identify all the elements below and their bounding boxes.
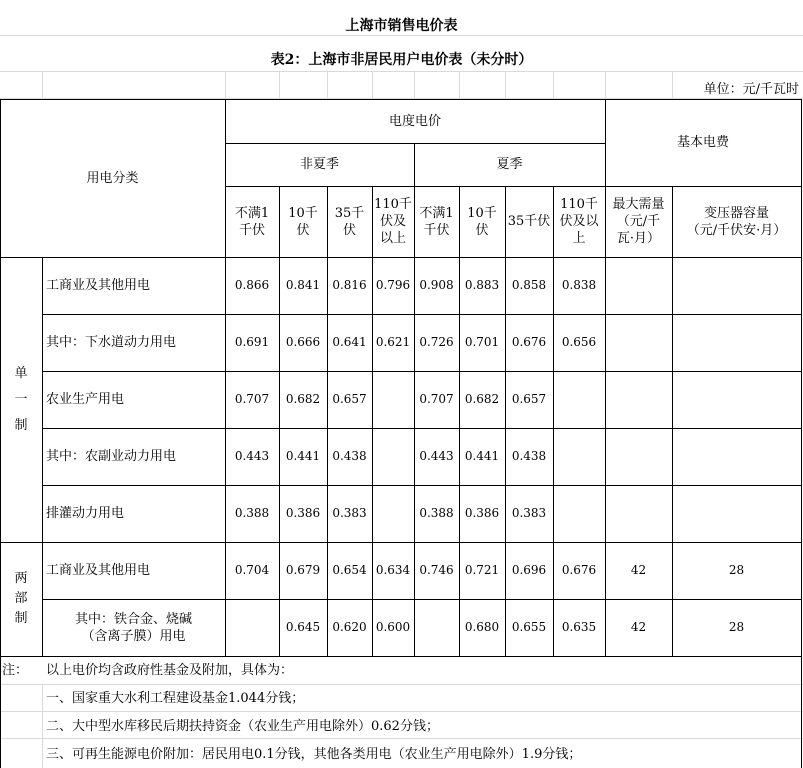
price-cell: 0.656: [561, 335, 597, 349]
price-cell: 0.908: [419, 278, 454, 292]
transformer-capacity-cell: [672, 371, 801, 428]
table-subtitle: 表2：上海市非居民用户电价表（未分时）: [270, 51, 533, 68]
max-demand-cell: 42: [630, 620, 647, 634]
voltage-header-cell: 10千 伏: [288, 205, 318, 238]
price-cell: 0.443: [234, 449, 270, 463]
price-cell: [372, 371, 414, 428]
transformer-capacity-cell: [672, 485, 801, 542]
note-line: 二、大中型水库移民后期扶持资金（农业生产用电除外）0.62分钱；: [46, 718, 439, 734]
price-cell: 0.691: [234, 335, 270, 349]
price-cell: 0.657: [511, 392, 547, 406]
price-cell: [372, 485, 414, 542]
table-border: [801, 656, 802, 768]
voltage-header-cell: 35千伏: [507, 214, 551, 229]
price-cell: 0.441: [464, 449, 500, 463]
basic-fee-header: 基本电费: [676, 135, 729, 150]
sheet-gridline: [414, 71, 415, 98]
sheet-gridline: [327, 71, 328, 98]
max-demand-cell: [605, 428, 672, 485]
price-cell: 0.657: [332, 392, 367, 406]
max-demand-cell: [605, 485, 672, 542]
price-cell: 0.866: [234, 278, 270, 292]
price-cell: 0.383: [332, 506, 367, 520]
transformer-capacity-cell: 28: [728, 620, 745, 634]
price-cell: [372, 428, 414, 485]
sheet-gridline: [0, 71, 803, 72]
transformer-capacity-cell: [672, 428, 801, 485]
price-cell: 0.726: [419, 335, 454, 349]
price-cell: 0.682: [285, 392, 321, 406]
price-cell: 0.883: [464, 278, 500, 292]
voltage-header-cell: 不满1 千伏: [419, 205, 454, 238]
voltage-header-cell: 110千 伏及以 上: [559, 197, 599, 246]
non-summer-header: 非夏季: [299, 157, 339, 172]
price-cell: 0.796: [375, 278, 411, 292]
price-cell: [553, 371, 605, 428]
price-cell: 0.655: [511, 620, 547, 634]
price-cell: 0.707: [234, 392, 270, 406]
category-header: 用电分类: [86, 170, 139, 186]
price-cell: 0.682: [464, 392, 500, 406]
transformer-header: 变压器容量 （元/千伏安·月）: [686, 205, 787, 238]
price-cell: 0.634: [375, 563, 411, 577]
price-cell: [225, 599, 279, 656]
price-cell: 0.388: [419, 506, 454, 520]
voltage-header-cell: 10千 伏: [467, 205, 497, 238]
note-line: 以上电价均含政府性基金及附加，具体为：: [46, 662, 294, 678]
price-cell: 0.816: [332, 278, 367, 292]
price-cell: [553, 428, 605, 485]
row-category-label: 农业生产用电: [46, 392, 125, 407]
price-cell: [414, 599, 459, 656]
sheet-gridline: [459, 71, 460, 98]
max-demand-cell: [605, 257, 672, 314]
price-cell: 0.841: [285, 278, 321, 292]
notes-label: 注：: [2, 662, 29, 678]
price-cell: 0.701: [464, 335, 500, 349]
price-cell: 0.680: [464, 620, 500, 634]
price-cell: 0.635: [561, 620, 597, 634]
group-label-single: 单 一 制: [14, 365, 28, 433]
sheet-gridline: [505, 71, 506, 98]
max-demand-header: 最大需量 （元/千 瓦·月）: [612, 197, 665, 246]
summer-header: 夏季: [496, 157, 523, 172]
price-cell: 0.388: [234, 506, 270, 520]
row-category-label: 其中：农副业动力用电: [46, 449, 177, 464]
price-cell: 0.600: [375, 620, 411, 634]
price-cell: 0.679: [285, 563, 321, 577]
sheet-gridline: [225, 71, 226, 98]
price-cell: 0.645: [285, 620, 321, 634]
voltage-header-cell: 不满1 千伏: [234, 205, 270, 238]
row-category-label: 工商业及其他用电: [46, 563, 151, 578]
row-category-label: 工商业及其他用电: [46, 278, 151, 293]
price-cell: 0.654: [332, 563, 367, 577]
unit-label: 单位：元/千瓦时: [703, 81, 799, 97]
max-demand-cell: [605, 314, 672, 371]
transformer-capacity-cell: 28: [728, 563, 745, 577]
price-cell: 0.386: [464, 506, 500, 520]
note-line: 三、可再生能源电价附加：居民用电0.1分钱，其他各类用电（农业生产用电除外）1.9分钱；: [46, 746, 582, 762]
price-cell: 0.696: [511, 563, 547, 577]
sheet-gridline: [279, 71, 280, 98]
price-cell: 0.641: [332, 335, 367, 349]
price-cell: 0.441: [285, 449, 321, 463]
energy-price-header: 电度电价: [388, 113, 441, 129]
row-category-label: 其中：下水道动力用电: [46, 335, 177, 350]
price-cell: 0.704: [234, 563, 270, 577]
price-cell: 0.621: [375, 335, 411, 349]
price-cell: 0.707: [419, 392, 454, 406]
row-category-label: 排灌动力用电: [46, 506, 125, 521]
sheet-gridline: [553, 71, 554, 98]
price-cell: 0.858: [511, 278, 547, 292]
price-cell: 0.438: [511, 449, 547, 463]
voltage-header-cell: 110千 伏及 以上: [374, 197, 412, 246]
sheet-gridline: [372, 71, 373, 98]
table-border: [801, 99, 802, 656]
price-cell: 0.676: [511, 335, 547, 349]
price-cell: 0.443: [419, 449, 454, 463]
price-cell: 0.838: [561, 278, 597, 292]
price-cell: [553, 485, 605, 542]
transformer-capacity-cell: [672, 257, 801, 314]
sheet-title: 上海市销售电价表: [345, 17, 458, 34]
price-cell: 0.746: [419, 563, 454, 577]
max-demand-cell: [605, 371, 672, 428]
price-cell: 0.438: [332, 449, 367, 463]
price-cell: 0.620: [332, 620, 367, 634]
note-line: 一、国家重大水利工程建设基金1.044分钱；: [46, 690, 305, 706]
price-cell: 0.383: [511, 506, 547, 520]
price-cell: 0.721: [464, 563, 500, 577]
price-cell: 0.676: [561, 563, 597, 577]
price-cell: 0.666: [285, 335, 321, 349]
price-cell: 0.386: [285, 506, 321, 520]
row-category-label: 其中：铁合金、烧碱 （含离子膜）用电: [74, 611, 192, 644]
voltage-header-cell: 35千 伏: [334, 205, 365, 238]
sheet-gridline: [42, 71, 43, 98]
transformer-capacity-cell: [672, 314, 801, 371]
group-label-two-part: 两 部 制: [14, 571, 28, 626]
max-demand-cell: 42: [630, 563, 647, 577]
